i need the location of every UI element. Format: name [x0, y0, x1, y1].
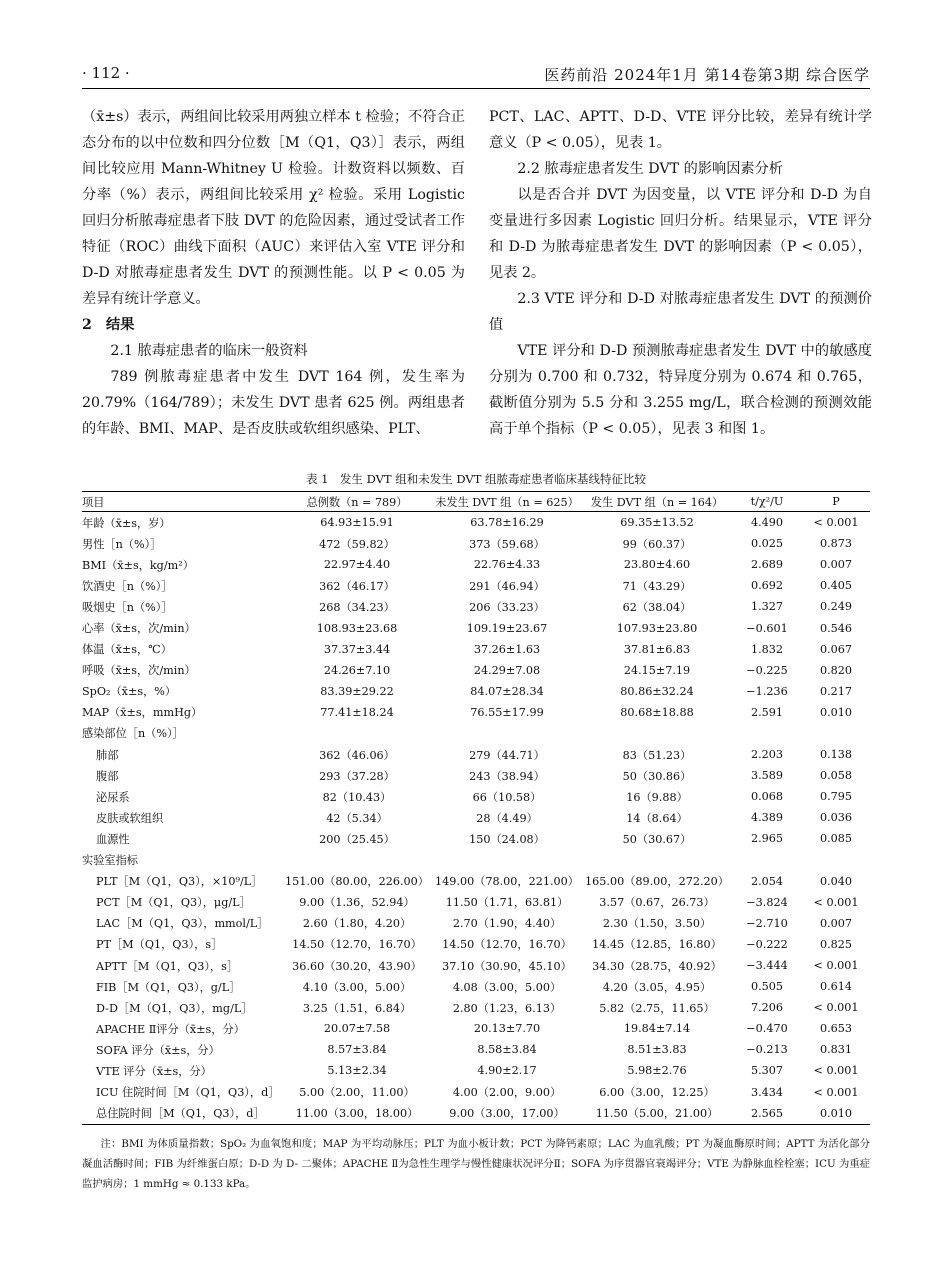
- table-cell: 0.036: [819, 811, 853, 825]
- paragraph: 789 例脓毒症患者中发生 DVT 164 例，发生率为 20.79%（164/789）；未发生 DVT 患者 625 例。两组患者的年龄、BMI、MAP、是否皮肤或软组织感染、PLT、: [82, 369, 465, 437]
- table-cell: 11.00（3.00，18.00）: [295, 1107, 419, 1121]
- table-cell: 3.434: [750, 1085, 784, 1099]
- row-label: PT［M（Q1，Q3），s］: [96, 938, 223, 952]
- table-cell: 279（44.71）: [469, 748, 545, 762]
- table-cell: 22.76±4.33: [473, 558, 541, 572]
- table-cell: 28（4.49）: [476, 811, 538, 825]
- header-item: 项目: [82, 495, 105, 509]
- table-cell: −3.444: [746, 959, 788, 973]
- table-cell: 24.26±7.10: [323, 663, 391, 677]
- row-label: 血源性: [96, 832, 130, 846]
- table-cell: 4.490: [750, 516, 784, 530]
- table-cell: 0.820: [819, 663, 853, 677]
- table-cell: 0.067: [819, 642, 853, 656]
- table-cell: 291（46.94）: [469, 579, 545, 593]
- table-cell: 0.010: [819, 705, 853, 719]
- row-label: 皮肤或软组织: [96, 811, 164, 825]
- table-cell: 3.57（0.67，26.73）: [599, 896, 715, 910]
- table-cell: 83（51.23）: [622, 748, 692, 762]
- table-cell: 76.55±17.99: [470, 705, 544, 719]
- table-cell: 11.50（1.71，63.81）: [445, 896, 569, 910]
- table-cell: 373（59.68）: [469, 537, 545, 551]
- table-cell: 150（24.08）: [469, 832, 545, 846]
- table-cell: 2.80（1.23，6.13）: [452, 1001, 562, 1015]
- paragraph: PCT、LAC、APTT、D-D、VTE 评分比较，差异有统计学意义（P < 0.05），见表 1。: [489, 109, 872, 151]
- row-label: 总住院时间［M（Q1，Q3），d］: [96, 1107, 265, 1121]
- table-cell: 0.405: [819, 579, 853, 593]
- table-cell: 0.010: [819, 1106, 853, 1120]
- table-cell: < 0.001: [813, 1085, 859, 1099]
- table-row: [82, 617, 870, 638]
- table-cell: 14（8.64）: [626, 811, 688, 825]
- table-cell: 62（38.04）: [622, 600, 692, 614]
- table-cell: 4.90±2.17: [477, 1064, 537, 1078]
- table-cell: 108.93±23.68: [316, 621, 398, 635]
- row-label: FIB［M（Q1，Q3），g/L］: [96, 980, 241, 994]
- table-cell: 149.00（78.00，221.00）: [435, 875, 579, 889]
- table-row: [82, 786, 870, 807]
- table-cell: 2.054: [750, 874, 784, 888]
- table-cell: 0.653: [819, 1022, 853, 1036]
- table-cell: < 0.001: [813, 1001, 859, 1015]
- table-row: [82, 997, 870, 1018]
- table-cell: 0.825: [819, 937, 853, 951]
- table-cell: 268（34.23）: [319, 600, 395, 614]
- table-cell: [582, 723, 732, 744]
- row-label: D-D［M（Q1，Q3），mg/L］: [96, 1001, 253, 1015]
- table-row: [82, 596, 870, 617]
- table-cell: 42（5.34）: [326, 811, 388, 825]
- table-row: [82, 1060, 870, 1081]
- row-label: 年龄（x̄±s，岁）: [82, 516, 171, 530]
- table-row: [82, 976, 870, 997]
- table-cell: 0.040: [819, 874, 853, 888]
- table-cell: 2.30（1.50，3.50）: [602, 917, 712, 931]
- table-cell: 0.007: [819, 916, 853, 930]
- table-row: [82, 660, 870, 681]
- table-caption: 表 1 发生 DVT 组和未发生 DVT 组脓毒症患者临床基线特征比较: [305, 472, 647, 486]
- table-cell: 2.203: [750, 748, 784, 762]
- table-cell: 24.29±7.08: [473, 663, 541, 677]
- table-cell: 20.07±7.58: [323, 1022, 391, 1036]
- table-cell: 23.80±4.60: [623, 558, 691, 572]
- table-cell: 0.546: [819, 621, 853, 635]
- table-cell: [732, 723, 802, 744]
- table-cell: 1.327: [750, 600, 784, 614]
- table-row: [82, 702, 870, 723]
- table-cell: 9.00（3.00，17.00）: [449, 1107, 565, 1121]
- table-cell: 37.26±1.63: [473, 642, 541, 656]
- table-cell: 80.68±18.88: [620, 705, 694, 719]
- table-cell: [732, 850, 802, 871]
- row-label: 心率（x̄±s，次/min）: [82, 622, 196, 636]
- table-cell: 82（10.43）: [322, 790, 392, 804]
- table-cell: 19.84±7.14: [623, 1022, 691, 1036]
- table-cell: −0.213: [746, 1043, 788, 1057]
- table-cell: 50（30.67）: [622, 832, 692, 846]
- table-cell: [582, 850, 732, 871]
- table-cell: 200（25.45）: [319, 832, 395, 846]
- table-row: [82, 913, 870, 934]
- table-cell: −0.225: [746, 663, 788, 677]
- table-cell: 2.60（1.80，4.20）: [302, 917, 412, 931]
- section-heading: 2 结果: [82, 317, 135, 333]
- table-cell: 165.00（89.00，272.20）: [585, 875, 729, 889]
- right-column: [489, 104, 872, 442]
- table-cell: 69.35±13.52: [620, 516, 694, 530]
- table-cell: 4.00（2.00，9.00）: [452, 1086, 562, 1100]
- table-cell: 362（46.17）: [319, 579, 395, 593]
- table-row: [82, 1103, 870, 1125]
- table-cell: −1.236: [746, 684, 788, 698]
- table-cell: 37.81±6.83: [623, 642, 691, 656]
- table-cell: 37.37±3.44: [323, 642, 391, 656]
- paragraph: VTE 评分和 D-D 预测脓毒症患者发生 DVT 中的敏感度分别为 0.700 和 0.732，特异度分别为 0.674 和 0.765，截断值分别为 5.5 分和 3.255 mg/L，联合检测的预测效能高于单个指标（P < 0.05），见表 3 和图 1。: [489, 343, 872, 437]
- table-row: [82, 765, 870, 786]
- table-cell: 5.82（2.75，11.65）: [599, 1001, 715, 1015]
- table-cell: 8.58±3.84: [477, 1043, 537, 1057]
- table-row: [82, 955, 870, 976]
- table-cell: 243（38.94）: [469, 769, 545, 783]
- table-cell: 22.97±4.40: [323, 558, 391, 572]
- table-cell: 5.98±2.76: [627, 1064, 687, 1078]
- table-cell: 71（43.29）: [622, 579, 692, 593]
- table-cell: 77.41±18.24: [320, 705, 394, 719]
- table-cell: 11.50（5.00，21.00）: [595, 1107, 719, 1121]
- table-row: [82, 681, 870, 702]
- row-label: 泌尿系: [96, 790, 130, 804]
- table-cell: 0.007: [819, 558, 853, 572]
- row-label: ICU 住院时间［M（Q1，Q3），d］: [96, 1086, 280, 1100]
- header-total: 总例数（n = 789）: [306, 495, 408, 509]
- table-cell: −2.710: [746, 916, 788, 930]
- table-row: [82, 723, 870, 744]
- paragraph: 以是否合并 DVT 为因变量，以 VTE 评分和 D-D 为自变量进行多因素 Logistic 回归分析。结果显示，VTE 评分和 D-D 为脓毒症患者发生 DVT 的影响因素（P < 0.05），见表 2。: [489, 187, 872, 281]
- row-label: SOFA 评分（x̄±s，分）: [96, 1043, 220, 1057]
- table-cell: 0.692: [750, 579, 784, 593]
- table-row: [82, 1082, 870, 1103]
- table-cell: < 0.001: [813, 516, 859, 530]
- table-cell: 4.389: [750, 811, 784, 825]
- table-cell: 5.13±2.34: [327, 1064, 387, 1078]
- table-cell: [802, 850, 870, 871]
- row-label: MAP（x̄±s，mmHg）: [82, 706, 203, 720]
- table-cell: < 0.001: [813, 895, 859, 909]
- table-cell: −0.601: [746, 621, 788, 635]
- table-row: [82, 1039, 870, 1060]
- row-label: 感染部位［n（%）］: [82, 727, 184, 741]
- table-cell: 151.00（80.00，226.00）: [285, 875, 429, 889]
- subsection-heading: 2.3 VTE 评分和 D-D 对脓毒症患者发生 DVT 的预测价值: [489, 291, 872, 333]
- table-cell: 14.45（12.85，16.80）: [592, 938, 722, 952]
- table-cell: 2.689: [750, 558, 784, 572]
- table-row: [82, 807, 870, 828]
- table-row: [82, 639, 870, 660]
- table-cell: 472（59.82）: [319, 537, 395, 551]
- table-cell: 0.873: [819, 537, 853, 551]
- page-header: [82, 58, 870, 89]
- table-cell: −0.470: [746, 1022, 788, 1036]
- table-cell: 8.57±3.84: [327, 1043, 387, 1057]
- table-cell: 20.13±7.70: [473, 1022, 541, 1036]
- table-cell: 109.19±23.67: [466, 621, 548, 635]
- table-cell: [282, 850, 432, 871]
- table-cell: 99（60.37）: [622, 537, 692, 551]
- page-number: · 112 ·: [82, 64, 130, 82]
- table-row: [82, 828, 870, 849]
- table-row: [82, 744, 870, 765]
- header-no-dvt: 未发生 DVT 组（n = 625）: [435, 495, 579, 509]
- table-cell: 64.93±15.91: [320, 516, 394, 530]
- table-cell: 5.307: [750, 1064, 784, 1078]
- table-cell: 0.068: [750, 790, 784, 804]
- table-cell: < 0.001: [813, 959, 859, 973]
- row-label: APACHE Ⅱ评分（x̄±s，分）: [96, 1022, 245, 1036]
- table-cell: [432, 723, 582, 744]
- row-label: 饮酒史［n（%）］: [82, 579, 173, 593]
- table-cell: 0.249: [819, 600, 853, 614]
- table-cell: 206（33.23）: [469, 600, 545, 614]
- table-cell: 8.51±3.83: [627, 1043, 687, 1057]
- table-cell: [432, 850, 582, 871]
- subsection-heading: 2.2 脓毒症患者发生 DVT 的影响因素分析: [517, 161, 783, 177]
- table-cell: 3.25（1.51，6.84）: [302, 1001, 412, 1015]
- table-cell: 0.025: [750, 537, 784, 551]
- table-row: [82, 850, 870, 871]
- paragraph: （x̄±s）表示，两组间比较采用两独立样本 t 检验；不符合正态分布的以中位数和四分位数［M（Q1，Q3）］表示，两组间比较应用 Mann-Whitney U 检验。计数资料以频数、百分率（%）表示，两组间比较采用 χ² 检验。采用 Logistic 回归分析脓毒症患者下肢 DVT 的危险因素，通过受试者工作特征（ROC）曲线下面积（AUC）来评估入室 VTE 评分和 D-D 对脓毒症患者发生 DVT 的预测性能。以 P < 0.05 为差异有统计学意义。: [82, 109, 465, 307]
- row-label: APTT［M（Q1，Q3），s］: [96, 959, 239, 973]
- table-cell: 36.60（30.20，43.90）: [292, 959, 422, 973]
- table-cell: 2.591: [750, 705, 784, 719]
- table-cell: 14.50（12.70，16.70）: [442, 938, 572, 952]
- table-cell: 83.39±29.22: [320, 684, 394, 698]
- table-cell: −0.222: [746, 937, 788, 951]
- table-cell: 34.30（28.75，40.92）: [592, 959, 722, 973]
- table-cell: 0.505: [750, 980, 784, 994]
- row-label: LAC［M（Q1，Q3），mmol/L］: [96, 917, 269, 931]
- table-cell: −3.824: [746, 895, 788, 909]
- table-cell: 0.058: [819, 769, 853, 783]
- baseline-table: [82, 491, 870, 1125]
- table-cell: 7.206: [750, 1001, 784, 1015]
- table-cell: 63.78±16.29: [470, 516, 544, 530]
- table-cell: 4.08（3.00，5.00）: [452, 980, 562, 994]
- journal-info: 医药前沿 2024年1月 第14卷第3期 综合医学: [544, 66, 870, 84]
- table-cell: [282, 723, 432, 744]
- table-cell: 0.831: [819, 1043, 853, 1057]
- table-row: [82, 934, 870, 955]
- row-label: PLT［M（Q1，Q3），×10⁹/L］: [96, 875, 263, 889]
- row-label: BMI（x̄±s，kg/m²）: [82, 558, 194, 572]
- table-cell: 84.07±28.34: [470, 684, 544, 698]
- table-row: [82, 512, 870, 534]
- table-cell: 3.589: [750, 769, 784, 783]
- table-header-row: [82, 492, 870, 512]
- table-cell: 293（37.28）: [319, 769, 395, 783]
- table-cell: 37.10（30.90，45.10）: [442, 959, 572, 973]
- left-column: [82, 104, 465, 442]
- table-row: [82, 1018, 870, 1039]
- table-cell: 107.93±23.80: [616, 621, 698, 635]
- row-label: PCT［M（Q1，Q3），μg/L］: [96, 896, 251, 910]
- row-label: 吸烟史［n（%）］: [82, 600, 173, 614]
- table-row: [82, 533, 870, 554]
- row-label: 体温（x̄±s，℃）: [82, 643, 172, 657]
- row-label: 男性［n（%）］: [82, 537, 162, 551]
- table-cell: < 0.001: [813, 1064, 859, 1078]
- table-cell: 2.70（1.90，4.40）: [452, 917, 562, 931]
- row-label: SpO₂（x̄±s，%）: [82, 685, 177, 699]
- table-row: [82, 892, 870, 913]
- table-cell: 0.138: [819, 748, 853, 762]
- table-cell: 6.00（3.00，12.25）: [599, 1086, 715, 1100]
- row-label: VTE 评分（x̄±s，分）: [96, 1064, 212, 1078]
- table-cell: 16（9.88）: [626, 790, 688, 804]
- row-label: 肺部: [96, 748, 119, 762]
- table-cell: 24.15±7.19: [623, 663, 691, 677]
- table-cell: 4.20（3.05，4.95）: [602, 980, 712, 994]
- table-cell: 0.217: [819, 684, 853, 698]
- table-row: [82, 871, 870, 892]
- table-cell: 0.085: [819, 832, 853, 846]
- table-row: [82, 575, 870, 596]
- table-cell: 14.50（12.70，16.70）: [292, 938, 422, 952]
- table-cell: 0.614: [819, 980, 853, 994]
- table-cell: [802, 723, 870, 744]
- table-cell: 80.86±32.24: [620, 684, 694, 698]
- table-cell: 1.832: [750, 642, 784, 656]
- table-cell: 4.10（3.00，5.00）: [302, 980, 412, 994]
- table-cell: 5.00（2.00，11.00）: [299, 1086, 415, 1100]
- row-label: 实验室指标: [82, 854, 138, 868]
- table-note: 注：BMI 为体质量指数；SpO₂ 为血氧饱和度；MAP 为平均动脉压；PLT 为血小板计数；PCT 为降钙素原；LAC 为血乳酸；PT 为凝血酶原时间；APTT 为活化部分凝血活酶时间；FIB 为纤维蛋白原；D-D 为 D- 二聚体；APACHE Ⅱ为急性生理学与慢性健康状况评分Ⅱ；SOFA 为序贯器官衰竭评分；VTE 为静脉血栓栓塞；ICU 为重症监护病房；1 mmHg ≈ 0.133 kPa。: [82, 1138, 870, 1190]
- header-p: P: [832, 495, 840, 508]
- table-cell: 2.565: [750, 1106, 784, 1120]
- table-cell: 9.00（1.36，52.94）: [299, 896, 415, 910]
- header-dvt: 发生 DVT 组（n = 164）: [590, 495, 724, 509]
- table-cell: 50（30.86）: [622, 769, 692, 783]
- table-cell: 2.965: [750, 832, 784, 846]
- row-label: 腹部: [96, 769, 119, 783]
- subsection-heading: 2.1 脓毒症患者的临床一般资料: [110, 343, 308, 359]
- row-label: 呼吸（x̄±s，次/min）: [82, 664, 196, 678]
- header-statistic: t/χ²/U: [750, 495, 784, 508]
- table-row: [82, 554, 870, 575]
- table-cell: 0.795: [819, 790, 853, 804]
- table-cell: 362（46.06）: [319, 748, 395, 762]
- table-cell: 66（10.58）: [472, 790, 542, 804]
